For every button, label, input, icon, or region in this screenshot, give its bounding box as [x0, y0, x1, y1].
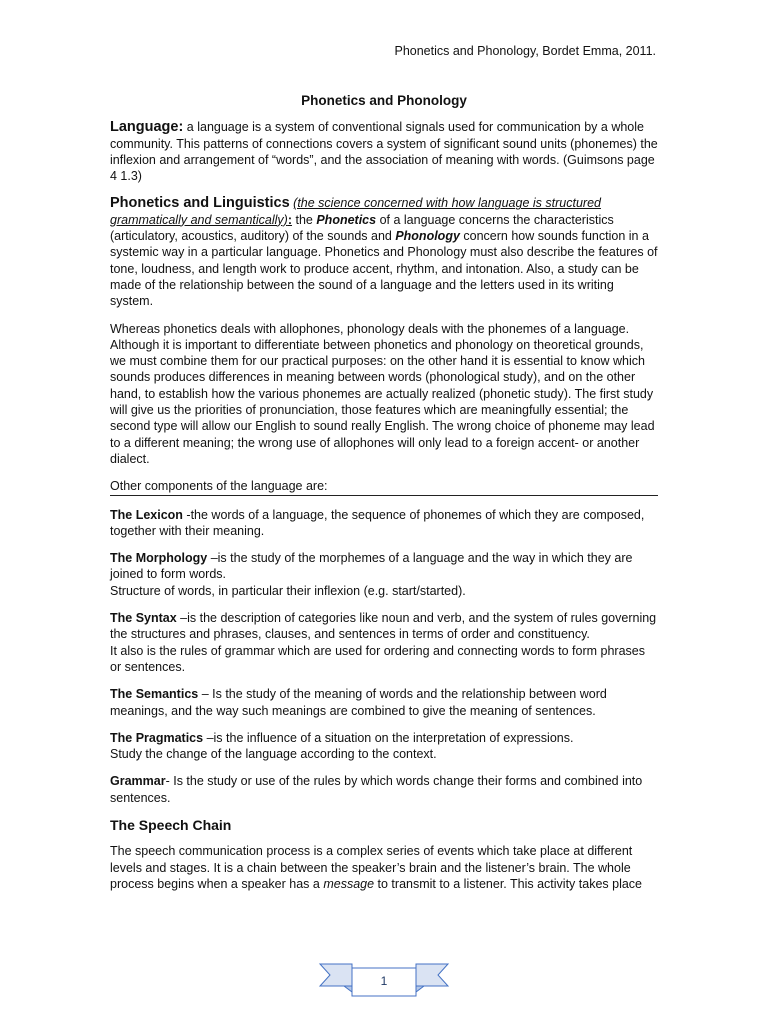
morphology-paragraph	[110, 550, 658, 599]
semantics-paragraph	[110, 686, 658, 719]
page-number: 1	[380, 974, 388, 988]
pragmatics-term: The Pragmatics	[110, 730, 204, 745]
linguistics-colon: :	[287, 212, 293, 227]
phonetics-term: Phonetics	[316, 212, 377, 227]
syntax-line2: It also is the rules of grammar which are used for ordering and connecting words to form phrases or sentences.	[110, 643, 645, 674]
syntax-text: –is the description of categories like noun and verb, and the system of rules governing the structures and phrases, clauses, and sentences in terms of order and constituency.	[110, 611, 657, 642]
lexicon-term: The Lexicon	[110, 507, 183, 522]
syntax-term: The Syntax	[110, 611, 177, 626]
speech-text-2: to transmit to a listener. This activity takes place	[374, 876, 643, 891]
pragmatics-paragraph	[110, 730, 658, 763]
linguistics-paragraph	[110, 195, 658, 309]
document-body	[110, 93, 658, 903]
phonology-term: Phonology	[395, 229, 460, 244]
semantics-term: The Semantics	[110, 687, 199, 702]
language-text: a language is a system of conventional signals used for communication by a whole community. This patterns of connections covers a system of significant sound units (phonemes) the inflexion and arrangement of “words”, and the association of meaning with words. (Guimsons page 4 1.3)	[110, 120, 658, 184]
grammar-paragraph	[110, 773, 658, 806]
linguistics-term: Phonetics and Linguistics	[110, 195, 290, 212]
pragmatics-text: –is the influence of a situation on the interpretation of expressions.	[203, 730, 574, 745]
syntax-paragraph	[110, 610, 658, 675]
linguistics-text-1: the	[292, 212, 317, 227]
lexicon-paragraph	[110, 507, 658, 540]
semantics-text: – Is the study of the meaning of words and the relationship between word meanings, and the way such meanings are combined to give the meaning of sentences.	[110, 687, 607, 718]
whereas-paragraph: Whereas phonetics deals with allophones, phonology deals with the phonemes of a language. Although it is important to differentiate between phonetics and phonology on theoretical grounds, we must combine them for our practical purposes: on the other hand it is essential to know which sounds produces differences in meaning between words (phonological study), and on the other hand, to establish how the various phonemes are actually realized (phonetic study). The first study will give us the priorities of pronunciation, those features which are meaningfully essential; the second type will allow our English to sound really English. The wrong choice of phoneme may lead to a different meaning; the wrong use of allophones will only lead to a foreign accent- or another dialect.	[110, 321, 655, 466]
morphology-text: –is the study of the morphemes of a language and the way in which they are joined to form words.	[110, 551, 633, 582]
morphology-line2: Structure of words, in particular their inflexion (e.g. start/started).	[110, 583, 466, 598]
message-term: message	[323, 876, 375, 891]
components-heading: Other components of the language are:	[110, 478, 658, 495]
speech-paragraph	[110, 843, 658, 892]
speech-text-1: The speech communication process is a complex series of events which take place at different levels and stages. It is a chain between the speaker’s brain and the listener’s brain. The whole process begins when a speaker has a	[110, 844, 633, 891]
document-title: Phonetics and Phonology	[301, 93, 467, 108]
grammar-text: - Is the study or use of the rules by which words change their forms and combined into sentences.	[110, 774, 643, 805]
page-footer	[318, 962, 450, 998]
speech-chain-heading: The Speech Chain	[110, 816, 232, 833]
pragmatics-line2: Study the change of the language according to the context.	[110, 747, 437, 762]
language-term: Language:	[110, 119, 184, 136]
grammar-term: Grammar	[110, 774, 166, 789]
linguistics-paren: (the science concerned with how language is structured grammatically and semantically)	[110, 196, 601, 227]
morphology-term: The Morphology	[110, 551, 208, 566]
linguistics-text-2: of a language concerns the characteristics (articulatory, acoustics, auditory) of the sounds and	[110, 212, 614, 244]
language-paragraph	[110, 119, 658, 184]
page-header: Phonetics and Phonology, Bordet Emma, 2011.	[394, 44, 656, 58]
lexicon-text: -the words of a language, the sequence of phonemes of which they are composed, together with their meaning.	[110, 507, 645, 538]
linguistics-text-3: concern how sounds function in a systemic way in a particular language. Phonetics and Phonology must also describe the features of tone, loudness, and length work to produce accent, rhythm, and intonation. Also, a study can be made of the relationship between the sound of a language and the letters used in its writing system.	[110, 229, 658, 309]
